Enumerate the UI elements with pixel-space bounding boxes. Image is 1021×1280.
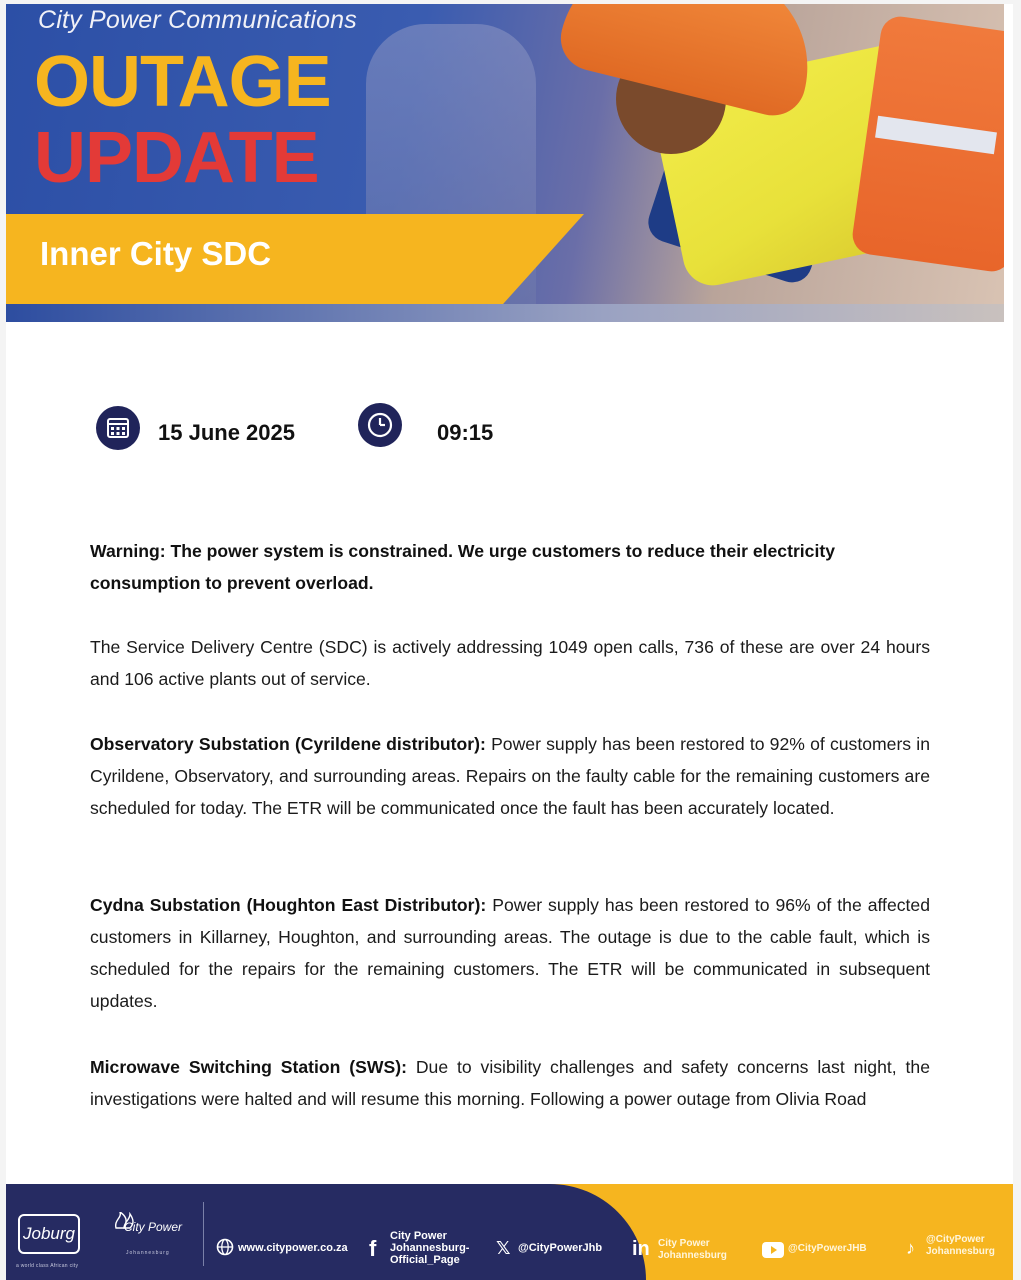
summary-paragraph: The Service Delivery Centre (SDC) is actively addressing 1049 open calls, 736 of these are over 24 hours and 106 active plants out of service.	[90, 637, 930, 689]
update-cydna	[90, 889, 930, 1017]
calendar-icon	[96, 406, 140, 450]
linkedin-icon: in	[632, 1238, 650, 1260]
update-heading: Cydna Substation (Houghton East Distributor):	[90, 895, 487, 915]
facebook-link[interactable]: City Power Johannesburg-Official_Page	[390, 1230, 470, 1266]
outage-date: 15 June 2025	[158, 420, 295, 445]
update-heading: Microwave Switching Station (SWS):	[90, 1057, 407, 1077]
region-label: Inner City SDC	[40, 235, 272, 272]
clock-icon	[358, 403, 402, 447]
citypower-logo: City Power	[124, 1220, 183, 1234]
tiktok-link[interactable]: @CityPower Johannesburg	[926, 1234, 995, 1257]
youtube-link[interactable]: @CityPowerJHB	[788, 1243, 867, 1254]
update-text: Due to visibility challenges and safety concerns last night, the investigations were halted and will resume this morning. Following a power outage from Olivia Road	[90, 1057, 930, 1109]
update-text: Power supply has been restored to 92% of customers in Cyrildene, Observatory, and surrounding areas. Repairs on the faulty cable for the remaining customers are scheduled for today. The ETR will be communicated once the fault has been accurately located.	[90, 734, 930, 818]
title-update: UPDATE	[34, 118, 319, 198]
banner-bottom-strip	[6, 304, 1004, 322]
outage-update-document	[6, 4, 1013, 1280]
update-observatory	[90, 728, 930, 824]
footer-bar	[6, 1184, 1013, 1280]
header-banner	[6, 4, 1004, 322]
outage-time: 09:15	[437, 420, 494, 445]
youtube-icon	[762, 1242, 784, 1258]
joburg-tagline: a world class African city	[16, 1263, 79, 1269]
tiktok-icon: ♪	[906, 1238, 915, 1258]
footer-navy-panel	[6, 1184, 646, 1280]
website-link[interactable]: www.citypower.co.za	[238, 1242, 348, 1254]
x-icon: 𝕏	[496, 1238, 511, 1258]
title-outage: OUTAGE	[34, 42, 331, 122]
facebook-icon: f	[369, 1236, 377, 1261]
warning-notice: Warning: The power system is constrained. We urge customers to reduce their electricity consumption to prevent overload.	[90, 541, 836, 593]
footer-divider	[203, 1202, 204, 1266]
globe-icon	[216, 1238, 234, 1256]
citypower-sub: Johannesburg	[126, 1250, 170, 1256]
update-text: Power supply has been restored to 96% of the affected customers in Killarney, Houghton, and surrounding areas. The outage is due to the cable fault, which is scheduled for the repairs for the remaining customers. The ETR will be communicated in subsequent updates.	[90, 895, 930, 1011]
linkedin-link[interactable]: City Power Johannesburg	[658, 1238, 727, 1261]
update-microwave	[90, 1051, 930, 1115]
joburg-logo: Joburg	[18, 1214, 80, 1254]
x-link[interactable]: @CityPowerJhb	[518, 1242, 603, 1254]
brand-name: City Power Communications	[38, 6, 357, 34]
update-heading: Observatory Substation (Cyrildene distributor):	[90, 734, 486, 754]
